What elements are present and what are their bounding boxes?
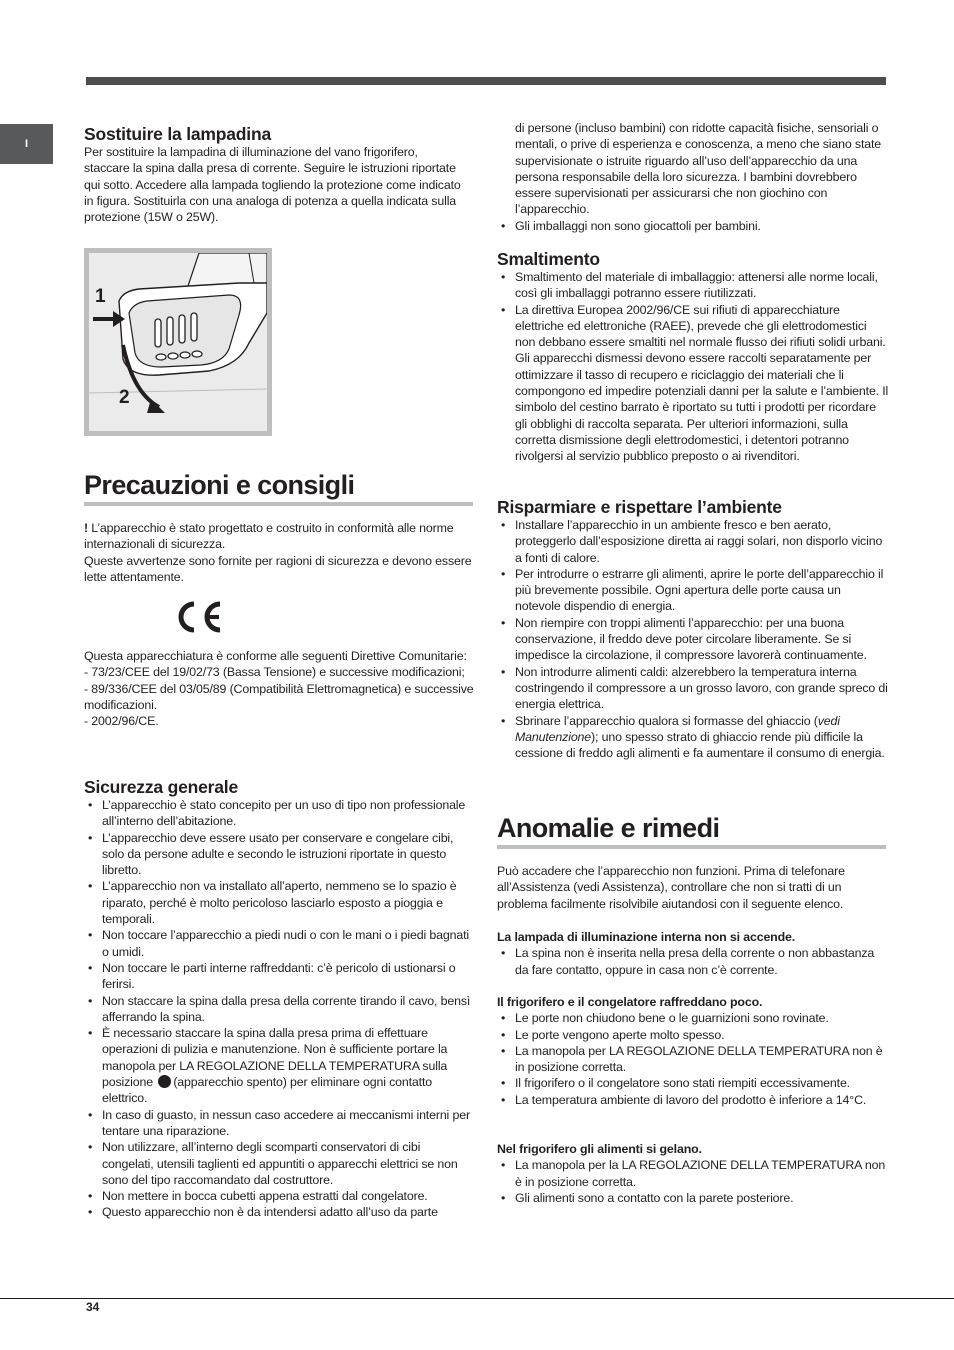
directives-list	[84, 648, 474, 729]
figure-step-2-label: 2	[119, 387, 130, 408]
precautions-heading: Precauzioni e consigli	[84, 470, 355, 500]
list-item-text: ); uno spesso strato di ghiaccio rende più difficile la cessione di freddo agli alimenti e fa aumentare il consumo di energia.	[515, 729, 885, 761]
heading-rule	[497, 845, 886, 849]
warning-mark: !	[84, 521, 88, 535]
lamp-section	[84, 124, 474, 225]
list-item: • L’apparecchio deve essere usato per conservare e congelare cibi, solo da persone adulte e secondo le istruzioni riportate in questo libretto.	[84, 830, 474, 879]
lamp-illustration-icon	[89, 253, 267, 431]
precautions-section	[84, 470, 473, 506]
list-item: • Smaltimento del materiale di imballaggio: attenersi alle norme locali, così gli imballaggi potranno essere riutilizzati.	[497, 269, 889, 302]
list-item: • In caso di guasto, in nessun caso accedere ai meccanismi interni per tentare una riparazione.	[84, 1107, 474, 1140]
list-item-text: Sbrinare l’apparecchio qualora si formasse del ghiaccio (	[515, 713, 818, 728]
precautions-intro	[84, 520, 474, 585]
problem-title: Nel frigorifero gli alimenti si gelano.	[497, 1142, 702, 1156]
troubleshooting-intro-text: Può accadere che l’apparecchio non funzioni. Prima di telefonare all’Assistenza (vedi Assistenza), controllare che non si tratti di un problema facilmente risolvibile aiutandosi con il seguente elenco.	[497, 864, 845, 911]
list-item: • Per introdurre o estrarre gli alimenti, aprire le porte dell’apparecchio il più brevemente possibile. Ogni apertura delle porte causa un notevole dispendio di energia.	[497, 566, 889, 615]
list-item: • Non mettere in bocca cubetti appena estratti dal congelatore.	[84, 1188, 474, 1204]
troubleshooting-heading: Anomalie e rimedi	[497, 813, 720, 843]
safety-heading: Sicurezza generale	[84, 777, 238, 797]
list-item: • La temperatura ambiente di lavoro del prodotto è inferiore a 14°C.	[497, 1092, 889, 1108]
list-item: • Gli imballaggi non sono giocattoli per bambini.	[497, 218, 889, 234]
footer-rule	[0, 1298, 954, 1299]
heading-rule	[84, 502, 473, 506]
disposal-section	[497, 249, 889, 465]
list-item: • L’apparecchio è stato concepito per un uso di tipo non professionale all’interno dell’abitazione.	[84, 797, 474, 830]
directive-line: Questa apparecchiatura è conforme alle seguenti Direttive Comunitarie:	[84, 649, 467, 663]
problem-lamp	[497, 929, 889, 978]
list-item-text: È necessario staccare la spina dalla presa prima di effettuare operazioni di pulizia e manutenzione. Non è sufficiente portare la manopola per LA REGOLAZIONE DELLA TEMPERATURA sulla posizione	[102, 1026, 448, 1090]
list-item: • Gli alimenti sono a contatto con la parete posteriore.	[497, 1190, 889, 1206]
problem-cooling	[497, 994, 889, 1108]
ce-weee-marks	[164, 590, 304, 640]
safety-continued-text: di persone (incluso bambini) con ridotte capacità fisiche, sensoriali o mentali, o prive di esperienza e conoscenza, a meno che siano state supervisionate o istruite riguardo all’uso dell’apparecchio da una persona responsabile della loro sicurezza. I bambini dovrebbero essere supervisionati per assicurarsi che non giochino con l’apparecchio.	[515, 121, 882, 217]
list-item: • La manopola per la LA REGOLAZIONE DELLA TEMPERATURA non è in posizione corretta.	[497, 1157, 889, 1190]
list-item: • La direttiva Europea 2002/96/CE sui rifiuti di apparecchiature elettriche ed elettroniche (RAEE), prevede che gli elettrodomestici non debbano essere smaltiti nel normale flusso dei rifiuti solidi urbani. Gli apparecchi dismessi devono essere raccolti separatamente per ottimizzare il tasso di recupero e riciclaggio dei materiali che li compongono ed impedire potenziali danni per la salute e l’ambiente. Il simbolo del cestino barrato è riportato su tutti i prodotti per ricordare gli obblighi di raccolta separata. Per ulteriori informazioni, sulla corretta dismissione degli elettrodomestici, i detentori potranno rivolgersi al servizio pubblico preposto o ai rivenditori.	[497, 302, 889, 465]
disposal-heading: Smaltimento	[497, 249, 600, 269]
list-item: • Non staccare la spina dalla presa della corrente tirando il cavo, bensì afferrando la spina.	[84, 993, 474, 1026]
list-item: • La manopola per LA REGOLAZIONE DELLA TEMPERATURA non è in posizione corretta.	[497, 1043, 889, 1076]
lamp-heading: Sostituire la lampadina	[84, 124, 271, 144]
safety-section	[84, 777, 474, 1221]
list-item: • Le porte vengono aperte molto spesso.	[497, 1027, 889, 1043]
list-item: • Installare l’apparecchio in un ambiente fresco e ben aerato, proteggerlo dall’esposizione diretta ai raggi solari, non disporlo vicino a fonti di calore.	[497, 517, 889, 566]
language-tab: I	[0, 124, 53, 164]
problem-title: La lampada di illuminazione interna non si accende.	[497, 930, 796, 944]
safety-continued	[497, 120, 889, 234]
page-number: 34	[86, 1300, 100, 1314]
list-item	[84, 1025, 474, 1106]
directive-line: - 73/23/CEE del 19/02/73 (Bassa Tensione) e successive modificazioni;	[84, 665, 465, 680]
directive-line: - 2002/96/CE.	[84, 714, 159, 729]
list-item: • Questo apparecchio non è da intendersi adatto all’uso da parte	[84, 1204, 474, 1220]
directive-line: - 89/336/CEE del 03/05/89 (Compatibilità Elettromagnetica) e successive modificazioni.	[84, 681, 474, 712]
maintenance-reference: vedi Manutenzione	[515, 713, 840, 744]
saving-section	[497, 497, 889, 761]
intro-text-1: L’apparecchio è stato progettato e costruito in conformità alle norme internazionali di sicurezza.	[84, 521, 454, 552]
list-item: • La spina non è inserita nella presa della corrente o non abbastanza da fare contatto, oppure in casa non c’è corrente.	[497, 945, 889, 978]
troubleshooting-intro	[497, 863, 889, 912]
list-item: • Non riempire con troppi alimenti l’apparecchio: per una buona conservazione, il freddo deve poter circolare liberamente. Se si impedisce la circolazione, il compressore lavorerà continuamente.	[497, 615, 889, 664]
list-item-text: (apparecchio spento) per eliminare ogni contatto elettrico.	[102, 1075, 432, 1106]
lamp-text: Per sostituire la lampadina di illuminazione del vano frigorifero, staccare la spina dalla presa di corrente. Seguire le istruzioni riportate qui sotto. Accedere alla lampada togliendo la protezione come indicato in figura. Sostituirla con una analoga di potenza a quella indicata sulla protezione (15W o 25W).	[84, 145, 461, 225]
figure-step-1-label: 1	[95, 286, 106, 307]
problem-title: Il frigorifero e il congelatore raffreddano poco.	[497, 995, 763, 1009]
list-item: • Non toccare l’apparecchio a piedi nudi o con le mani o i piedi bagnati o umidi.	[84, 927, 474, 960]
top-header-bar	[86, 77, 886, 85]
troubleshooting-section	[497, 813, 886, 849]
list-item: • Non toccare le parti interne raffreddanti: c’è pericolo di ustionarsi o ferirsi.	[84, 960, 474, 993]
lamp-figure	[84, 248, 272, 436]
list-item: • Non utilizzare, all’interno degli scomparti conservatori di cibi congelati, utensili taglienti ed appuntiti o apparecchi elettrici se non sono del tipo raccomandato dal costruttore.	[84, 1139, 474, 1188]
intro-text-2: Queste avvertenze sono fornite per ragioni di sicurezza e devono essere lette attentamente.	[84, 553, 472, 584]
list-item	[497, 713, 889, 762]
list-item: • Il frigorifero o il congelatore sono stati riempiti eccessivamente.	[497, 1075, 889, 1091]
power-off-icon	[158, 1075, 171, 1088]
saving-heading: Risparmiare e rispettare l’ambiente	[497, 497, 782, 517]
problem-freezing	[497, 1141, 889, 1206]
list-item: • L’apparecchio non va installato all’aperto, nemmeno se lo spazio è riparato, perché è molto pericoloso lasciarlo esposto a pioggia e temporali.	[84, 878, 474, 927]
list-item: • Non introdurre alimenti caldi: alzerebbero la temperatura interna costringendo il compressore a un grosso lavoro, con grande spreco di energia elettrica.	[497, 664, 889, 713]
list-item: • Le porte non chiudono bene o le guarnizioni sono rovinate.	[497, 1010, 889, 1026]
